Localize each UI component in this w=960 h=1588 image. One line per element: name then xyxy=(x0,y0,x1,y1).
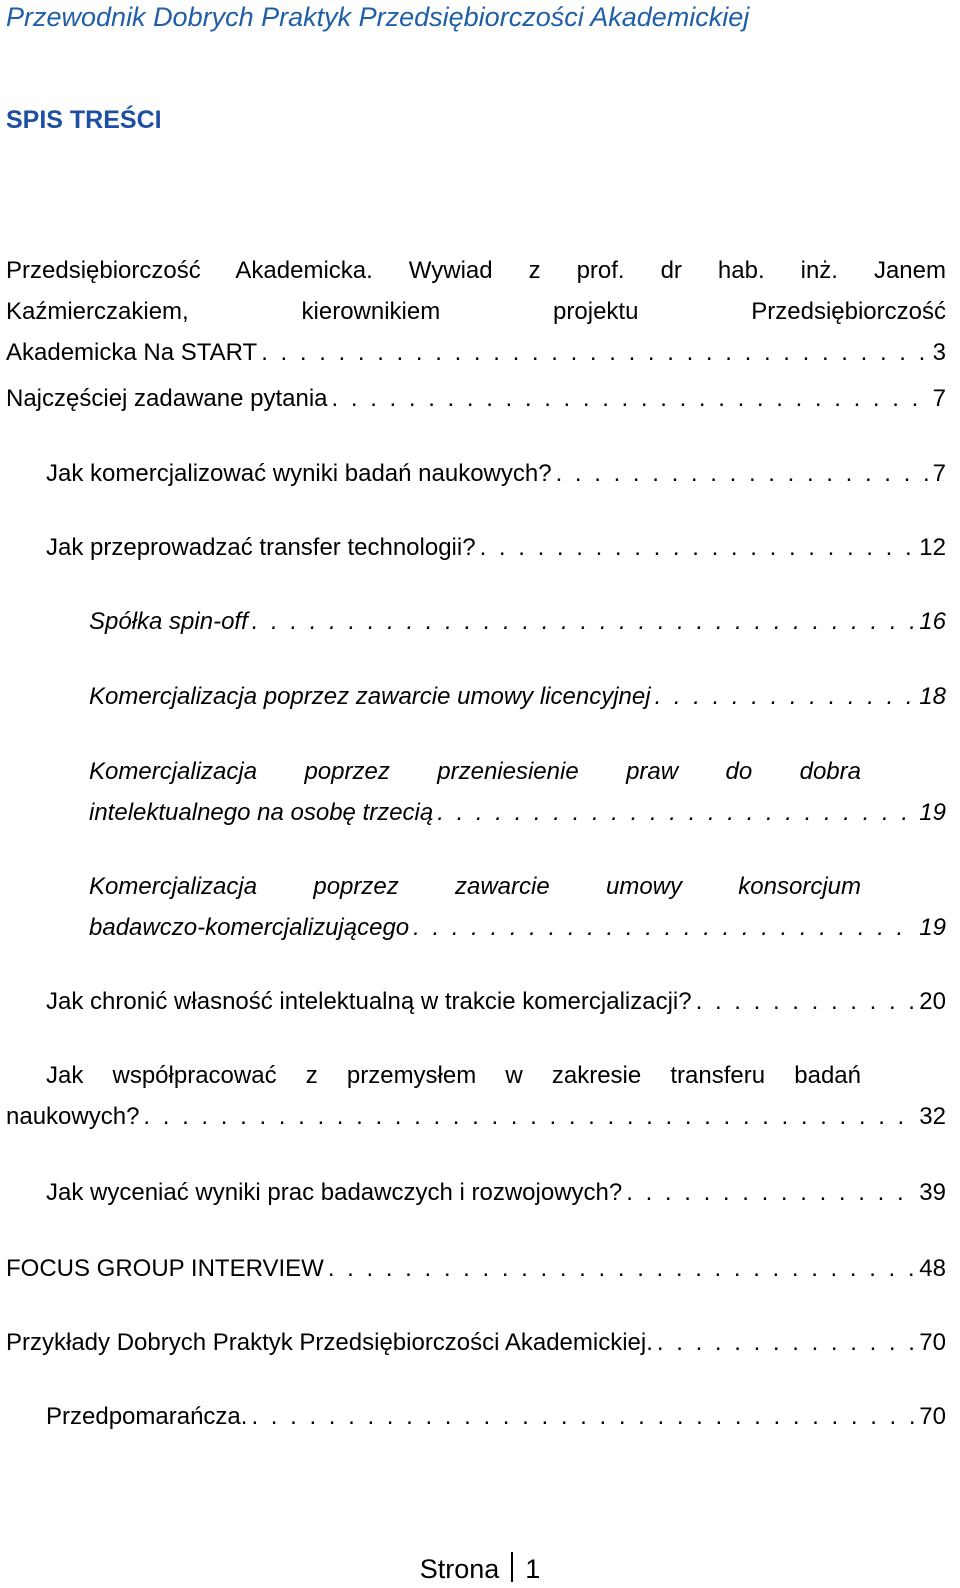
toc-entry-text: Komercjalizacja poprzez zawarcie umowy licencyjnej xyxy=(89,683,651,710)
toc-entry-text: Akademicka Na START xyxy=(6,339,258,366)
toc-page-number: 70 xyxy=(919,1403,946,1430)
toc-entry[interactable] xyxy=(6,378,946,419)
dot-leader xyxy=(252,601,916,642)
toc-entry[interactable] xyxy=(46,981,946,1022)
toc-entry-text-line: Komercjalizacja poprzez zawarcie umowy konsorcjum xyxy=(89,873,861,900)
dot-leader xyxy=(437,792,915,833)
toc-entry[interactable] xyxy=(89,676,946,717)
toc-entry[interactable] xyxy=(6,250,946,373)
dot-leader xyxy=(251,1396,915,1437)
toc-entry[interactable] xyxy=(89,601,946,642)
toc-page-number: 70 xyxy=(919,1329,946,1356)
dot-leader xyxy=(696,981,916,1022)
toc-entry[interactable] xyxy=(46,527,946,568)
toc-page-number: 39 xyxy=(919,1179,946,1206)
toc-entry-text: Jak chronić własność intelektualną w trakcie komercjalizacji? xyxy=(46,988,692,1015)
dot-leader xyxy=(626,1172,915,1213)
toc-page-number: 7 xyxy=(932,385,946,412)
dot-leader xyxy=(328,1248,915,1289)
toc-page-number: 32 xyxy=(919,1103,946,1130)
toc-entry-text: intelektualnego na osobę trzecią xyxy=(89,799,434,826)
document-header-title: Przewodnik Dobrych Praktyk Przedsiębiorczości Akademickiej xyxy=(6,2,750,32)
toc-entry-text: Przedpomarańcza. xyxy=(46,1403,248,1430)
toc-entry[interactable] xyxy=(6,1322,946,1363)
dot-leader xyxy=(655,676,916,717)
toc-entry[interactable] xyxy=(89,751,946,833)
dot-leader xyxy=(332,378,929,419)
footer-page-number: 1 xyxy=(525,1554,541,1584)
toc-page-number: 19 xyxy=(919,914,946,941)
dot-leader xyxy=(413,907,915,948)
toc-page-number: 3 xyxy=(932,339,946,366)
toc-page-number: 12 xyxy=(919,534,946,561)
toc-entry-text: Spółka spin-off xyxy=(89,608,248,635)
toc-entry-text: Jak przeprowadzać transfer technologii? xyxy=(46,534,476,561)
dot-leader xyxy=(556,453,929,494)
dot-leader xyxy=(480,527,916,568)
toc-entry-text: badawczo-komercjalizującego xyxy=(89,914,410,941)
toc-entry-text: Jak wyceniać wyniki prac badawczych i rozwojowych? xyxy=(46,1179,623,1206)
toc-page-number: 19 xyxy=(919,799,946,826)
toc-entry[interactable] xyxy=(46,1172,946,1213)
toc-entry-text: naukowych? xyxy=(6,1103,140,1130)
toc-entry-text-line: Komercjalizacja poprzez przeniesienie praw do dobra xyxy=(89,758,861,785)
dot-leader xyxy=(657,1322,915,1363)
page-footer xyxy=(0,1552,960,1585)
toc-page-number: 48 xyxy=(919,1255,946,1282)
toc-entry-text: Przykłady Dobrych Praktyk Przedsiębiorczości Akademickiej. xyxy=(6,1329,653,1356)
toc-page-number: 18 xyxy=(919,683,946,710)
toc-entry[interactable] xyxy=(6,1248,946,1289)
toc-entry[interactable] xyxy=(89,866,946,948)
toc-entry-text: Najczęściej zadawane pytania xyxy=(6,385,328,412)
toc-entry[interactable] xyxy=(46,453,946,494)
toc-entry[interactable] xyxy=(6,1055,946,1137)
toc-page-number: 16 xyxy=(919,608,946,635)
footer-label: Strona xyxy=(419,1554,500,1584)
dot-leader xyxy=(143,1096,915,1137)
toc-entry-text-line: Przedsiębiorczość Akademicka. Wywiad z prof. dr hab. inż. Janem xyxy=(6,257,946,284)
toc-entry-text: FOCUS GROUP INTERVIEW xyxy=(6,1255,324,1282)
toc-heading: SPIS TREŚCI xyxy=(6,106,162,134)
footer-divider xyxy=(511,1552,513,1582)
toc-entry-text-line: Kaźmierczakiem, kierownikiem projektu Przedsiębiorczość xyxy=(6,298,946,325)
toc-entry[interactable] xyxy=(46,1396,946,1437)
toc-page-number: 20 xyxy=(919,988,946,1015)
toc-page-number: 7 xyxy=(932,460,946,487)
toc-entry-text-line: Jak współpracować z przemysłem w zakresie transferu badań xyxy=(46,1062,861,1089)
toc-entry-text: Jak komercjalizować wyniki badań naukowych? xyxy=(46,460,552,487)
dot-leader xyxy=(261,332,928,373)
